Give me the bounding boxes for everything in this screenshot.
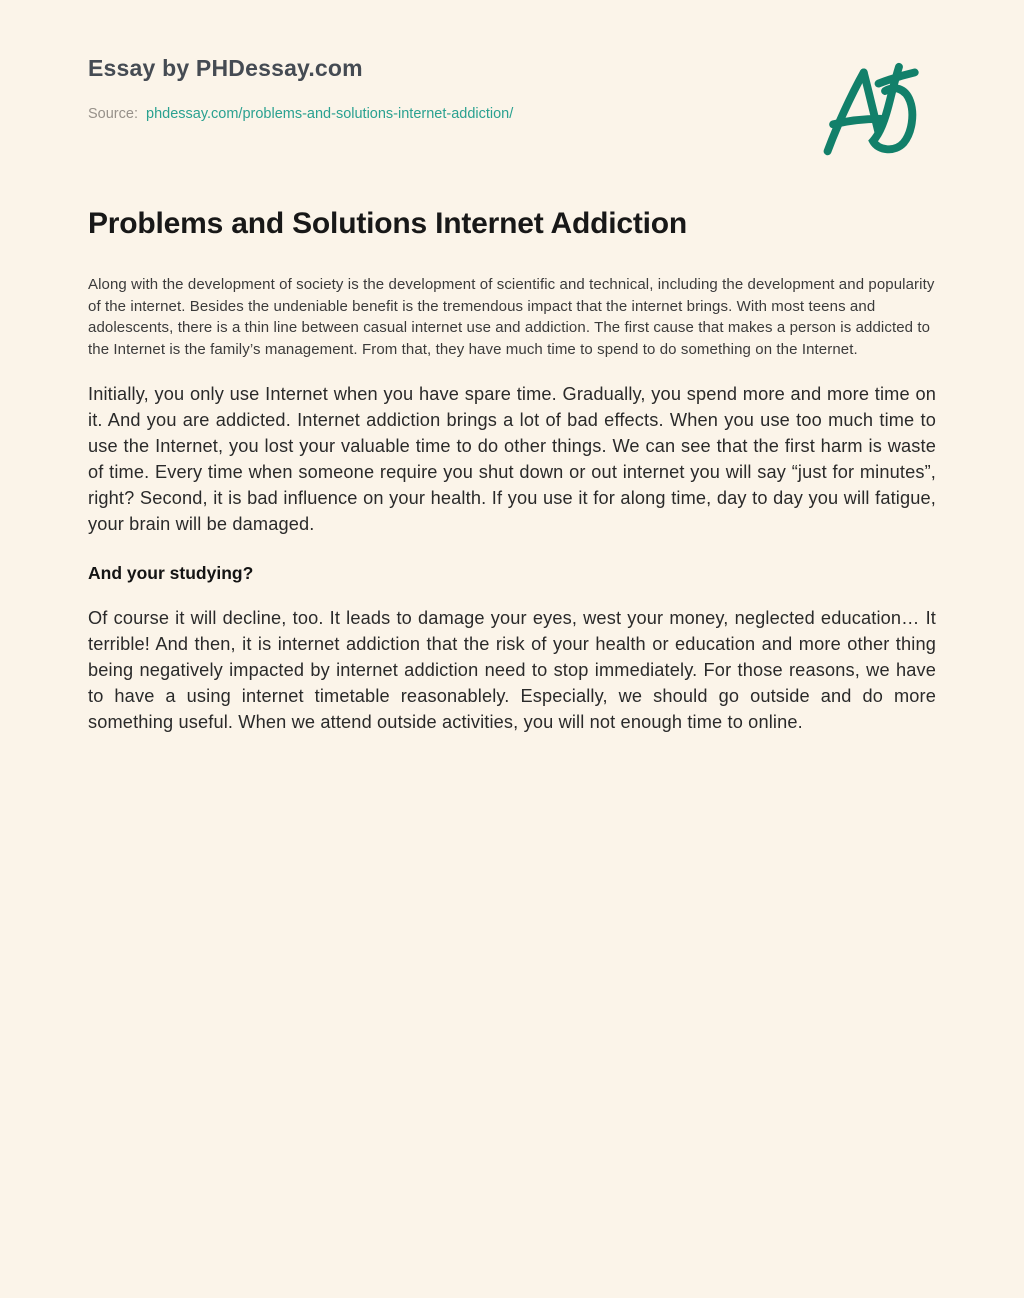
section-subheading: And your studying? (88, 563, 254, 583)
source-link[interactable]: phdessay.com/problems-and-solutions-internet-addiction/ (146, 106, 514, 122)
a-plus-logo-icon (822, 60, 924, 160)
source-line (88, 106, 936, 122)
body-paragraph-2: Of course it will decline, too. It leads to damage your eyes, west your money, neglected education… It terrible! And then, it is internet addiction that the risk of your health or education and more other thing being negatively impacted by internet addiction need to stop immediately. For those reasons, we have to have a using internet timetable reasonablely. Especially, we should go outside and do more something useful. When we attend outside activities, you will not enough time to online. (88, 608, 936, 732)
site-title: Essay by PHDessay.com (88, 55, 363, 81)
essay-title: Problems and Solutions Internet Addiction (88, 207, 688, 240)
page-header (88, 55, 936, 122)
source-label: Source: (88, 106, 138, 122)
body-paragraph-1: Initially, you only use Internet when you have spare time. Gradually, you spend more and more time on it. And you are addicted. Internet addiction brings a lot of bad effects. When you use too much time to use the Internet, you lost your valuable time to do other things. We can see that the first harm is waste of time. Every time when someone require you shut down or out internet you will say “just for minutes”, right? Second, it is bad influence on your health. If you use it for along time, day to day you will fatigue, your brain will be damaged. (88, 384, 936, 534)
intro-paragraph: Along with the development of society is the development of scientific and technical, including the development and popularity of the internet. Besides the undeniable benefit is the tremendous impact that the internet brings. With most teens and adolescents, there is a thin line between casual internet use and addiction. The first cause that makes a person is addicted to the Internet is the family’s management. From that, they have much time to spend to do something on the Internet. (88, 276, 935, 358)
essay-content (88, 207, 936, 735)
